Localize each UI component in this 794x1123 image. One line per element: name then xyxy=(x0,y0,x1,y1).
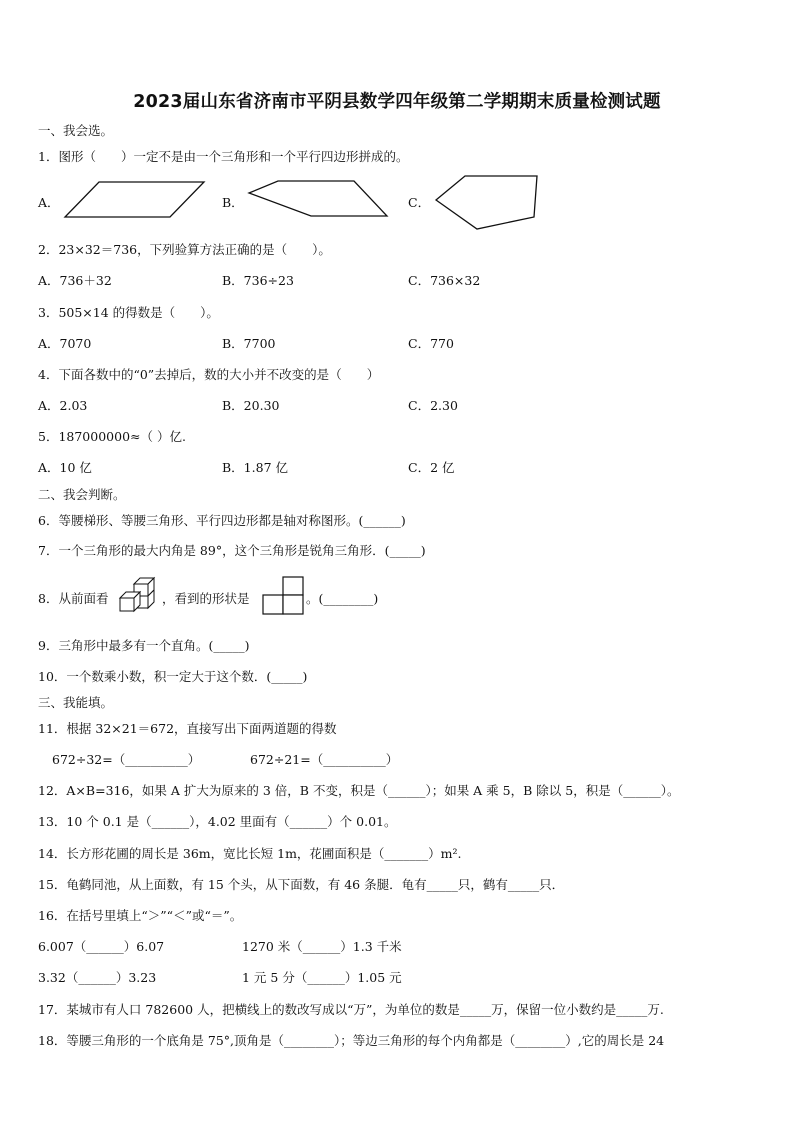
q5-option-c: C．2 亿 xyxy=(408,460,455,475)
option-b-label: B． xyxy=(222,195,244,210)
question-2-stem: 2．23×32＝736，下列验算方法正确的是（ ）。 xyxy=(38,242,331,257)
question-12: 12．A×B=316，如果 A 扩大为原来的 3 倍，B 不变，积是（______）；如果 A 乘 5，B 除以 5，积是（______）。 xyxy=(38,783,680,798)
q3-option-a: A．7070 xyxy=(38,336,92,351)
pentagon-figure xyxy=(434,174,539,232)
question-5-stem: 5．187000000≈（ ）亿. xyxy=(38,429,186,444)
question-8-part1: 8．从前面看 xyxy=(38,591,109,606)
q16-row2-a: 3.32（______）3.23 xyxy=(38,970,157,985)
cube-stack-figure xyxy=(118,576,158,614)
section-heading: 二、我会判断。 xyxy=(38,487,126,502)
question-3-stem: 3．505×14 的得数是（ ）。 xyxy=(38,305,219,320)
question-14: 14．长方形花圃的周长是 36m，宽比长短 1m，花圃面积是（_______）m². xyxy=(38,846,462,861)
question-8-part3: 。(________) xyxy=(306,591,379,606)
q16-row2-b: 1 元 5 分（______）1.05 元 xyxy=(242,970,402,985)
q2-option-c: C．736×32 xyxy=(408,273,481,288)
trapezoid-figure xyxy=(246,180,391,220)
q4-option-a: A．2.03 xyxy=(38,398,88,413)
q16-row1-a: 6.007（______）6.07 xyxy=(38,939,165,954)
option-c-label: C． xyxy=(408,195,431,210)
question-4-stem: 4．下面各数中的“0”去掉后，数的大小并不改变的是（ ） xyxy=(38,367,380,382)
question-17: 17．某城市有人口 782600 人，把横线上的数改写成以“万”，为单位的数是_____万，保留一位小数约是_____万. xyxy=(38,1002,664,1017)
front-view-figure xyxy=(262,576,307,616)
q5-option-b: B．1.87 亿 xyxy=(222,460,288,475)
parallelogram-figure xyxy=(62,180,212,220)
page-title: 2023届山东省济南市平阴县数学四年级第二学期期末质量检测试题 xyxy=(133,92,661,112)
q4-option-c: C．2.30 xyxy=(408,398,458,413)
question-15: 15．龟鹤同池，从上面数，有 15 个头，从下面数，有 46 条腿．龟有_____只，鹤有_____只． xyxy=(38,877,565,892)
question-7: 7．一个三角形的最大内角是 89°，这个三角形是锐角三角形．(_____) xyxy=(38,543,426,558)
question-1-stem: 1．图形（ ）一定不是由一个三角形和一个平行四边形拼成的。 xyxy=(38,149,409,164)
section-heading: 三、我能填。 xyxy=(38,695,114,710)
q2-option-a: A．736＋32 xyxy=(38,273,112,288)
question-16-stem: 16．在括号里填上“＞”“＜”或“＝”。 xyxy=(38,908,243,923)
question-8-part2: ，看到的形状是 xyxy=(162,591,250,606)
option-a-label: A． xyxy=(38,195,60,210)
q11-item-b: 672÷21=（__________） xyxy=(250,752,399,767)
question-13: 13．10 个 0.1 是（______），4.02 里面有（______）个 0.01。 xyxy=(38,814,397,829)
q3-option-b: B．7700 xyxy=(222,336,276,351)
q5-option-a: A．10 亿 xyxy=(38,460,92,475)
section-heading: 一、我会选。 xyxy=(38,123,114,138)
question-9: 9．三角形中最多有一个直角。(_____) xyxy=(38,638,250,653)
q4-option-b: B．20.30 xyxy=(222,398,280,413)
question-18: 18．等腰三角形的一个底角是 75°,顶角是（________）；等边三角形的每个内角都是（________）,它的周长是 24 xyxy=(38,1033,665,1048)
question-6: 6．等腰梯形、等腰三角形、平行四边形都是轴对称图形。(______) xyxy=(38,513,406,528)
question-10: 10．一个数乘小数，积一定大于这个数．(_____) xyxy=(38,669,308,684)
q3-option-c: C．770 xyxy=(408,336,454,351)
q16-row1-b: 1270 米（______）1.3 千米 xyxy=(242,939,402,954)
q11-item-a: 672÷32=（__________） xyxy=(52,752,201,767)
question-11-stem: 11．根据 32×21＝672，直接写出下面两道题的得数 xyxy=(38,721,337,736)
q2-option-b: B．736÷23 xyxy=(222,273,294,288)
